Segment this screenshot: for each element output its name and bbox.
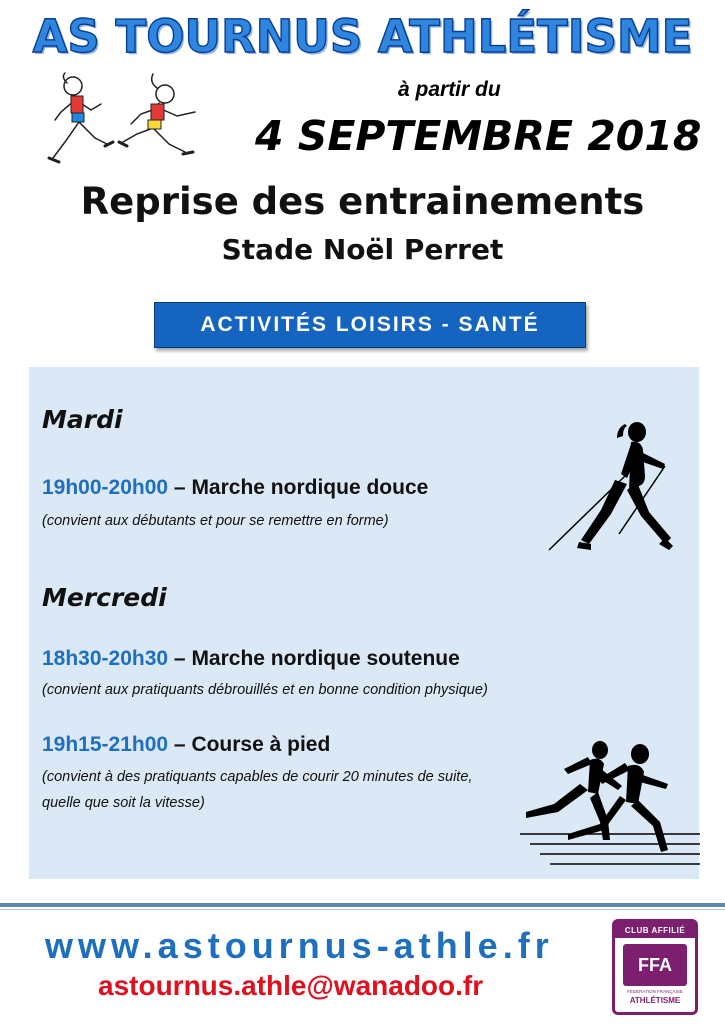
ffa-top-label: CLUB AFFILIÉ (615, 922, 695, 938)
session-time: 18h30-20h30 (42, 647, 169, 670)
ffa-foot-big: ATHLÉTISME (629, 996, 681, 1005)
session-activity: – Marche nordique douce (168, 476, 429, 499)
session-note: (convient à des pratiquants capables de courir 20 minutes de suite, (42, 769, 473, 785)
session-time: 19h00-20h00 (42, 476, 169, 499)
page-title: AS TOURNUS ATHLÉTISME (32, 10, 693, 63)
ffa-logo (612, 919, 698, 1015)
session-title (42, 476, 428, 500)
ffa-foot-small: FÉDÉRATION FRANÇAISE (627, 989, 683, 994)
session-time: 19h15-21h00 (42, 733, 169, 756)
day-title: Mercredi (42, 583, 167, 612)
session-title (42, 647, 460, 671)
cartoon-runners-icon (45, 72, 210, 177)
website-link[interactable]: www.astournus-athle.fr (45, 925, 554, 966)
day-title: Mardi (42, 405, 123, 434)
runners-icon (520, 738, 700, 873)
session-activity: – Marche nordique soutenue (168, 647, 460, 670)
footer-divider-thin (0, 909, 725, 910)
session-note: (convient aux débutants et pour se remettre en forme) (42, 513, 389, 529)
session-note: (convient aux pratiquants débrouillés et en bonne condition physique) (42, 682, 488, 698)
start-date: 4 SEPTEMBRE 2018 (255, 112, 702, 160)
session-title (42, 733, 330, 757)
subtitle: Reprise des entrainements (80, 180, 645, 223)
session-note: quelle que soit la vitesse) (42, 795, 205, 811)
ffa-mark: FFA (623, 944, 687, 986)
venue: Stade Noël Perret (221, 233, 504, 266)
nordic-walker-icon (545, 418, 675, 553)
session-activity: – Course à pied (168, 733, 331, 756)
from-label: à partir du (398, 78, 501, 101)
email-link[interactable]: astournus.athle@wanadoo.fr (98, 970, 484, 1001)
footer-divider (0, 903, 725, 907)
activities-banner: ACTIVITÉS LOISIRS - SANTÉ (154, 302, 586, 348)
